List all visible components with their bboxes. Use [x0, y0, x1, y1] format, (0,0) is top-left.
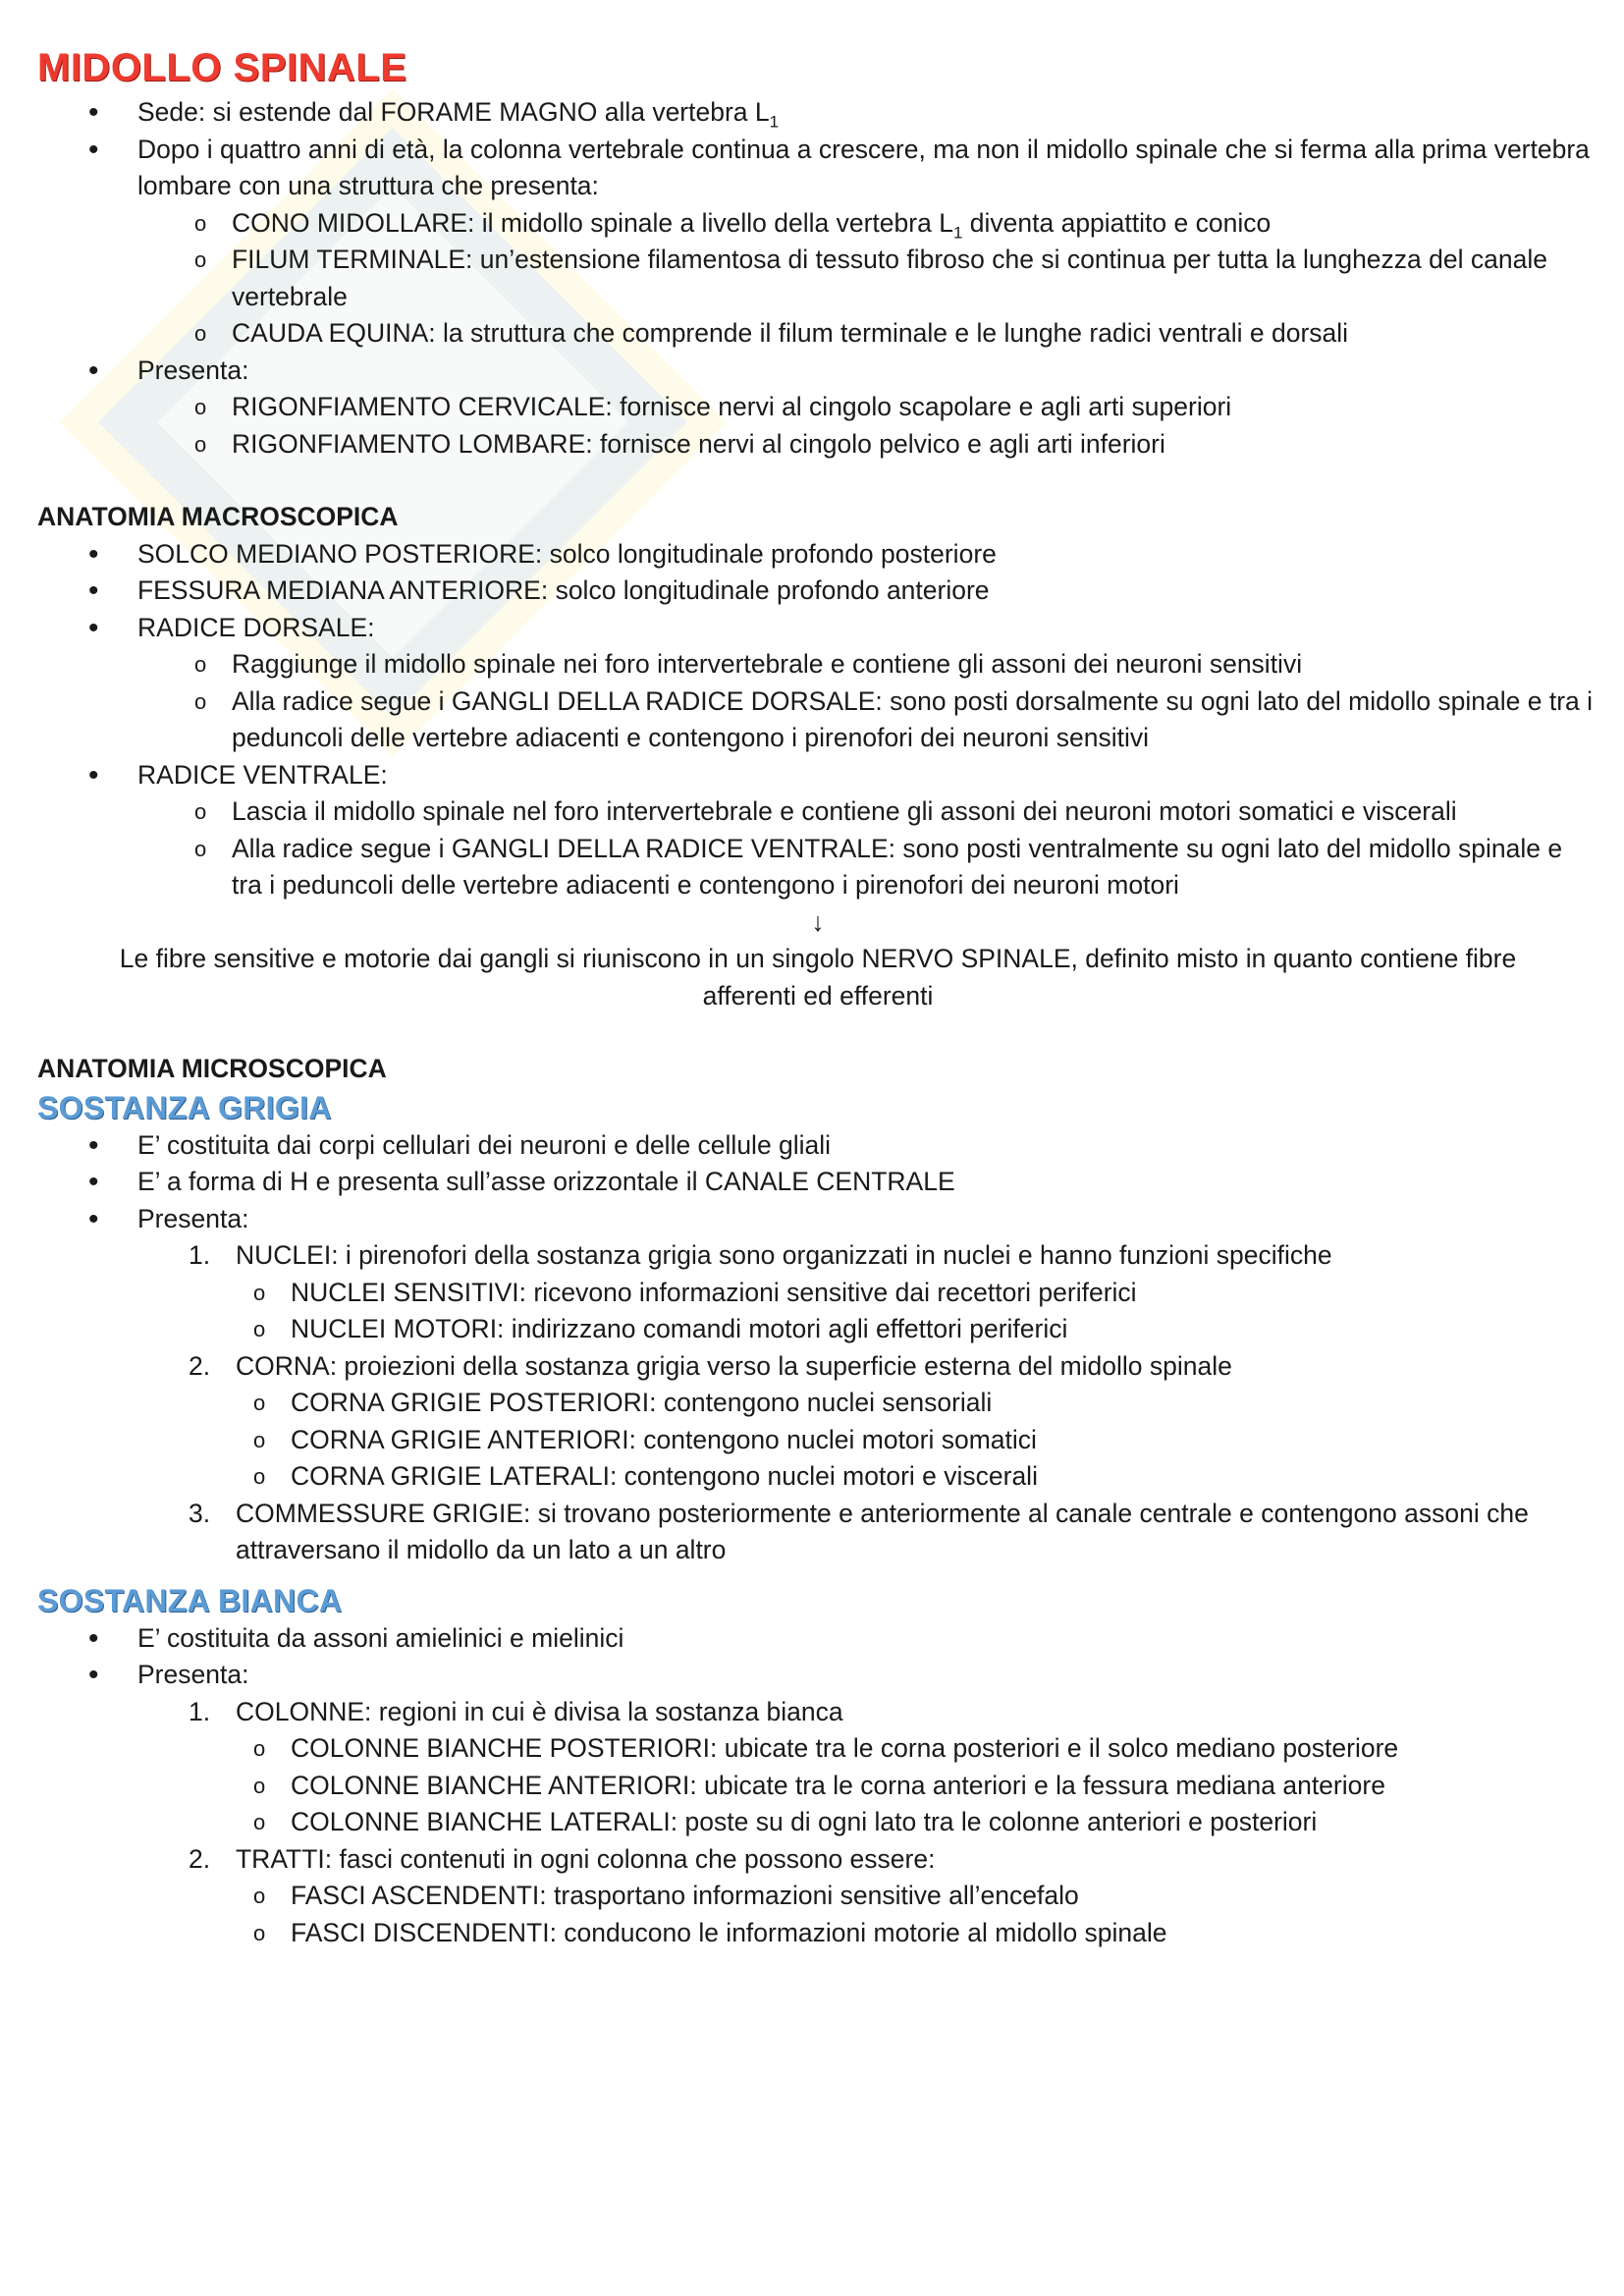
list-item: • E’ costituita dai corpi cellulari dei neuroni e delle cellule gliali [37, 1127, 1598, 1165]
down-arrow-icon: ↓ [811, 906, 825, 937]
list-item: o Lascia il midollo spinale nel foro intervertebrale e contiene gli assoni dei neuroni motori somatici e viscerali [37, 793, 1598, 831]
list-item: o RIGONFIAMENTO CERVICALE: fornisce nervi al cingolo scapolare e agli arti superiori [37, 389, 1598, 426]
macro-list [37, 536, 1598, 904]
list-item: • FESSURA MEDIANA ANTERIORE: solco longitudinale profondo anteriore [37, 573, 1598, 610]
list-item: • Presenta: 1. NUCLEI: i pirenofori della sostanza grigia sono organizzati in nuclei e hanno funzioni specifiche o NUCLEI SENSITIVI: ricevono informazioni sensitive dai recettori periferici o NUCLEI MOTORI: indirizzano comandi motori agli effettori periferici 2. CORNA: proiezioni della sostanza grigia verso la superficie esterna del midollo spinale o CORNA GRIGIE POSTERIORI: contengono nuclei sensoriali o CORNA GRIGIE ANTERIORI: contengono nuclei motori somatici o CORNA GRIGIE LATERALI: contengono nuclei motori e viscerali 3. COMMESSURE GRIGIE: si trovano posteriormente e anteriormente al canale centrale e contengono assoni che attraversano il midollo da un lato a un altro [37, 1201, 1598, 1569]
sub-list [37, 1385, 1598, 1496]
list-item: o FILUM TERMINALE: un’estensione filamentosa di tessuto fibroso che si continua per tutta la lunghezza del canale vertebrale [37, 242, 1598, 315]
list-item: 1. COLONNE: regioni in cui è divisa la sostanza bianca o COLONNE BIANCHE POSTERIORI: ubicate tra le corna posteriori e il solco mediano posteriore o COLONNE BIANCHE ANTERIORI: ubicate tra le corna anteriori e la fessura mediana anteriore o COLONNE BIANCHE LATERALI: poste su di ogni lato tra le colonne anteriori e posteriori [37, 1694, 1598, 1841]
page-title: MIDOLLO SPINALE [37, 46, 407, 89]
list-item: o CORNA GRIGIE POSTERIORI: contengono nuclei sensoriali [37, 1385, 1598, 1422]
list-item: • E’ a forma di H e presenta sull’asse orizzontale il CANALE CENTRALE [37, 1164, 1598, 1201]
list-item: o NUCLEI SENSITIVI: ricevono informazioni sensitive dai recettori periferici [37, 1275, 1598, 1312]
list-item: • Presenta: o RIGONFIAMENTO CERVICALE: fornisce nervi al cingolo scapolare e agli arti superiori o RIGONFIAMENTO LOMBARE: fornisce nervi al cingolo pelvico e agli arti inferiori [37, 353, 1598, 464]
conclusion-text: Le fibre sensitive e motorie dai gangli si riuniscono in un singolo NERVO SPINALE, definito misto in quanto contiene fibre afferenti ed efferenti [119, 944, 1517, 1011]
list-item: o CORNA GRIGIE LATERALI: contengono nuclei motori e viscerali [37, 1458, 1598, 1496]
list-item: • Sede: si estende dal FORAME MAGNO alla vertebra $L_1$ [37, 94, 1598, 132]
list-item: 3. COMMESSURE GRIGIE: si trovano posteriormente e anteriormente al canale centrale e contengono assoni che attraversano il midollo da un lato a un altro [189, 1498, 1529, 1564]
sub-list [137, 646, 1598, 757]
list-item: 1. NUCLEI: i pirenofori della sostanza grigia sono organizzati in nuclei e hanno funzioni specifiche o NUCLEI SENSITIVI: ricevono informazioni sensitive dai recettori periferici o NUCLEI MOTORI: indirizzano comandi motori agli effettori periferici [37, 1237, 1598, 1348]
sub-list [137, 389, 1598, 463]
subsection-title-bianca: SOSTANZA BIANCA [37, 1582, 343, 1618]
intro-list [37, 94, 1598, 463]
list-item: o CORNA GRIGIE ANTERIORI: contengono nuclei motori somatici [37, 1422, 1598, 1459]
numbered-list [137, 1694, 1598, 1952]
list-item: • RADICE DORSALE: o Raggiunge il midollo spinale nei foro intervertebrale e contiene gli assoni dei neuroni sensitivi o Alla radice segue i GANGLI DELLA RADICE DORSALE: sono posti dorsalmente su ogni lato del midollo spinale e tra i peduncoli delle vertebre adiacenti e contengono i pirenofori dei neuroni sensitivi [37, 610, 1598, 757]
section-heading-macro: ANATOMIA MACROSCOPICA [37, 502, 399, 531]
list-item: • E’ costituita da assoni amielinici e mielinici [37, 1620, 1598, 1658]
sub-list [37, 1878, 1598, 1951]
sub-list [37, 1275, 1598, 1348]
list-item: o COLONNE BIANCHE ANTERIORI: ubicate tra le corna anteriori e la fessura mediana anteriore [37, 1768, 1598, 1805]
grigia-list [37, 1127, 1598, 1569]
list-item: o FASCI DISCENDENTI: conducono le informazioni motorie al midollo spinale [37, 1915, 1598, 1952]
list-item: • SOLCO MEDIANO POSTERIORE: solco longitudinale profondo posteriore [37, 536, 1598, 574]
sub-list [137, 205, 1598, 353]
list-item: o Raggiunge il midollo spinale nei foro intervertebrale e contiene gli assoni dei neuroni sensitivi [37, 646, 1598, 683]
list-item: • RADICE VENTRALE: o Lascia il midollo spinale nel foro intervertebrale e contiene gli assoni dei neuroni motori somatici e viscerali o Alla radice segue i GANGLI DELLA RADICE VENTRALE: sono posti ventralmente su ogni lato del midollo spinale e tra i peduncoli delle vertebre adiacenti e contengono i pirenofori dei neuroni motori [37, 757, 1598, 904]
sub-list [137, 793, 1598, 904]
list-item: o RIGONFIAMENTO LOMBARE: fornisce nervi al cingolo pelvico e agli arti inferiori [37, 426, 1598, 464]
list-item: • Dopo i quattro anni di età, la colonna vertebrale continua a crescere, ma non il midollo spinale che si ferma alla prima vertebra lombare con una struttura che presenta: o CONO MIDOLLARE: il midollo spinale a livello della vertebra $L_1$ diventa appiattito e conico o FILUM TERMINALE: un’estensione filamentosa di tessuto fibroso che si continua per tutta la lunghezza del canale vertebrale o CAUDA EQUINA: la struttura che comprende il filum terminale e le lunghe radici ventrali e dorsali [37, 132, 1598, 353]
list-item: 2. CORNA: proiezioni della sostanza grigia verso la superficie esterna del midollo spinale o CORNA GRIGIE POSTERIORI: contengono nuclei sensoriali o CORNA GRIGIE ANTERIORI: contengono nuclei motori somatici o CORNA GRIGIE LATERALI: contengono nuclei motori e viscerali [37, 1348, 1598, 1496]
list-item: o Alla radice segue i GANGLI DELLA RADICE VENTRALE: sono posti ventralmente su ogni lato del midollo spinale e tra i peduncoli delle vertebre adiacenti e contengono i pirenofori dei neuroni motori [37, 831, 1598, 904]
list-item: • Presenta: 1. COLONNE: regioni in cui è divisa la sostanza bianca o COLONNE BIANCHE POSTERIORI: ubicate tra le corna posteriori e il solco mediano posteriore o COLONNE BIANCHE ANTERIORI: ubicate tra le corna anteriori e la fessura mediana anteriore o COLONNE BIANCHE LATERALI: poste su di ogni lato tra le colonne anteriori e posteriori 2. TRATTI: fasci contenuti in ogni colonna che possono essere: o FASCI ASCENDENTI: trasportano informazioni sensitive all’encefalo o FASCI DISCENDENTI: conducono le informazioni motorie al midollo spinale [37, 1657, 1598, 1951]
list-item: o NUCLEI MOTORI: indirizzano comandi motori agli effettori periferici [37, 1311, 1598, 1348]
document-page [37, 43, 1598, 1951]
section-heading-micro: ANATOMIA MICROSCOPICA [37, 1054, 387, 1083]
list-item: o COLONNE BIANCHE LATERALI: poste su di ogni lato tra le colonne anteriori e posteriori [37, 1804, 1598, 1841]
sub-list [37, 1730, 1598, 1841]
list-item: o FASCI ASCENDENTI: trasportano informazioni sensitive all’encefalo [37, 1878, 1598, 1915]
numbered-list [137, 1237, 1598, 1569]
list-item: o CONO MIDOLLARE: il midollo spinale a livello della vertebra $L_1$ diventa appiattito e conico [37, 205, 1598, 243]
list-item: 2. TRATTI: fasci contenuti in ogni colonna che possono essere: o FASCI ASCENDENTI: trasportano informazioni sensitive all’encefalo o FASCI DISCENDENTI: conducono le informazioni motorie al midollo spinale [37, 1841, 1598, 1952]
list-item: o Alla radice segue i GANGLI DELLA RADICE DORSALE: sono posti dorsalmente su ogni lato del midollo spinale e tra i peduncoli delle vertebre adiacenti e contengono i pirenofori dei neuroni sensitivi [37, 683, 1598, 757]
bianca-list [37, 1620, 1598, 1952]
subsection-title-grigia: SOSTANZA GRIGIA [37, 1089, 332, 1125]
list-item: o COLONNE BIANCHE POSTERIORI: ubicate tra le corna posteriori e il solco mediano posteriore [37, 1730, 1598, 1768]
list-item: o CAUDA EQUINA: la struttura che comprende il filum terminale e le lunghe radici ventrali e dorsali [37, 315, 1598, 353]
